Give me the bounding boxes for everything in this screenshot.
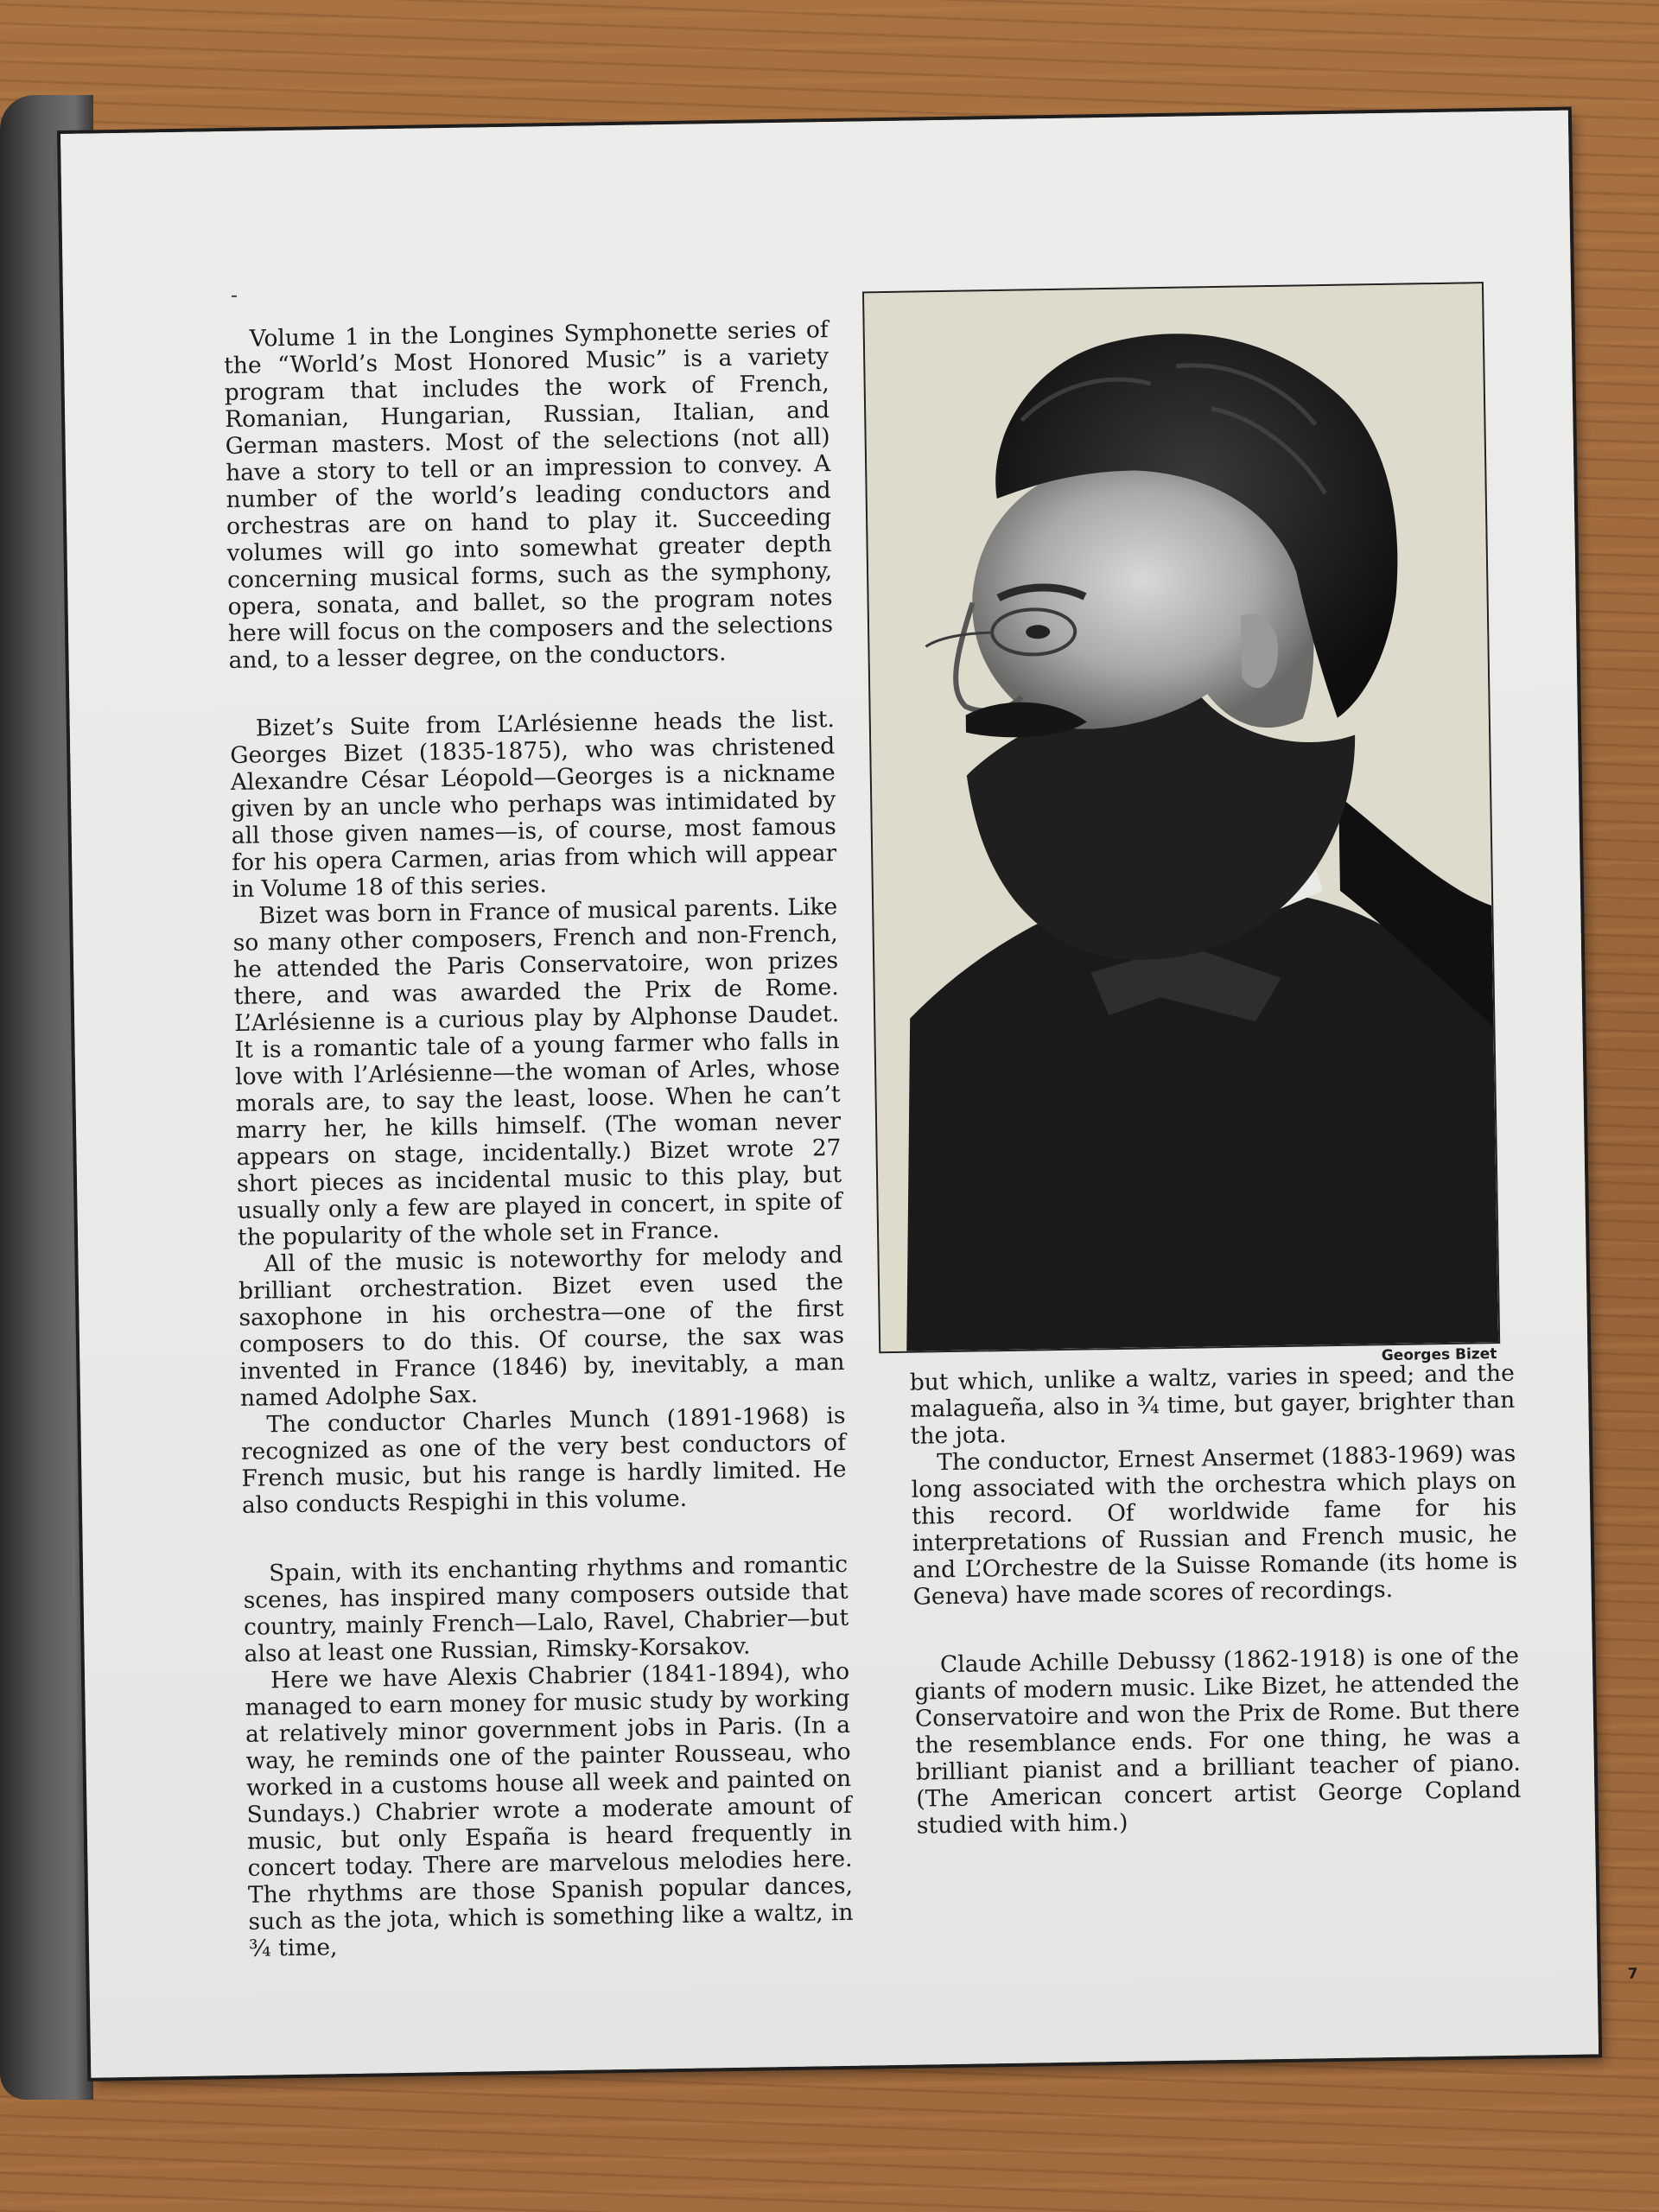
paragraph-spain: Spain, with its enchanting rhythms and romantic scenes, has inspired many composers outside that country, mainly French—Lalo, Ravel, Chabrier—but also at least one Russian, Rimsky-Korsakov. (243, 1550, 849, 1668)
photo-caption: Georges Bizet (1381, 1345, 1497, 1365)
book-page (60, 111, 1638, 2078)
paragraph-intro: Volume 1 in the Longines Symphonette series of the “World’s Most Honored Music” is a variety program that includes the work of French, Romanian, Hungarian, Russian, Italian, and German masters. Most of the selections (not all) have a story to tell or an impression to convey. A number of the world’s leading conductors and orchestras are on hand to play it. Succeeding volumes will go into somewhat greater depth concerning musical forms, such as the symphony, opera, sonata, and ballet, so the program notes here will focus on the composers and the selections and, to a lesser degree, on the conductors. (223, 316, 834, 675)
paragraph-munch: The conductor Charles Munch (1891-1968) is recognized as one of the very best conductors of French music, but his range is hardly limited. He also conducts Respighi in this volume. (240, 1402, 847, 1519)
paragraph-debussy: Claude Achille Debussy (1862-1918) is one of the giants of modern music. Like Bizet, he attended the Conservatoire and won the Prix de Rome. But there the resemblance ends. For one thing, he was a brilliant pianist and a brilliant teacher of piano. (The American concert artist George Copland studied with him.) (914, 1642, 1522, 1840)
paragraph-ansermet: The conductor, Ernest Ansermet (1883-1969) was long associated with the orchestra which plays on this record. Of worldwide fame for his interpretations of Russian and French music, he and L’Orchestre de la Suisse Romande (its home is Geneva) have made scores of recordings. (911, 1440, 1518, 1611)
page-number: 7 (1627, 1965, 1638, 1983)
print-mark (232, 296, 237, 297)
paragraph-espana-cont: but which, unlike a waltz, varies in speed; and the malagueña, also in ¾ time, but gayer, brighter than the jota. (909, 1359, 1516, 1450)
left-text-column (224, 316, 855, 1962)
portrait-photo (862, 282, 1500, 1353)
right-text-column (910, 1360, 1522, 1840)
paragraph-bizet-born: Bizet was born in France of musical parents. Like so many other composers, French and non-French, he attended the Paris Conservatoire, won prizes there, and was awarded the Prix de Rome. L’Arlésienne is a curious play by Alphonse Daudet. It is a romantic tale of a young farmer who falls in love with l’Arlésienne—the woman of Arles, whose morals are, to say the least, loose. When he can’t marry her, he kills himself. (The woman never appears on stage, incidentally.) Bizet wrote 27 short pieces as incidental music to this play, but usually only a few are played in concert, in spite of the popularity of the whole set in France. (232, 893, 842, 1251)
paragraph-orchestration: All of the music is noteworthy for melody and brilliant orchestration. Bizet even used the saxophone in his orchestra—one of the first composers to do this. Of course, the sax was invented in France (1846) by, inevitably, a man named Adolphe Sax. (238, 1241, 845, 1412)
paragraph-bizet-suite: Bizet’s Suite from L’Arlésienne heads the list. Georges Bizet (1835-1875), who was christened Alexandre César Léopold—Georges is a nickname given by an uncle who perhaps was intimidated by all those given names—is, of course, most famous for his opera Carmen, arias from which will appear in Volume 18 of this series. (230, 706, 837, 903)
portrait-illustration (864, 283, 1498, 1351)
paragraph-chabrier: Here we have Alexis Chabrier (1841-1894), who managed to earn money for music study by working at relatively minor government jobs in Paris. (In a way, he reminds one of the painter Rousseau, who worked in a customs house all week and painted on Sundays.) Chabrier wrote a moderate amount of music, but only España is heard frequently in concert today. There are marvelous melodies here. The rhythms are those Spanish popular dances, such as the jota, which is something like a waltz, in ¾ time, (245, 1657, 854, 1962)
